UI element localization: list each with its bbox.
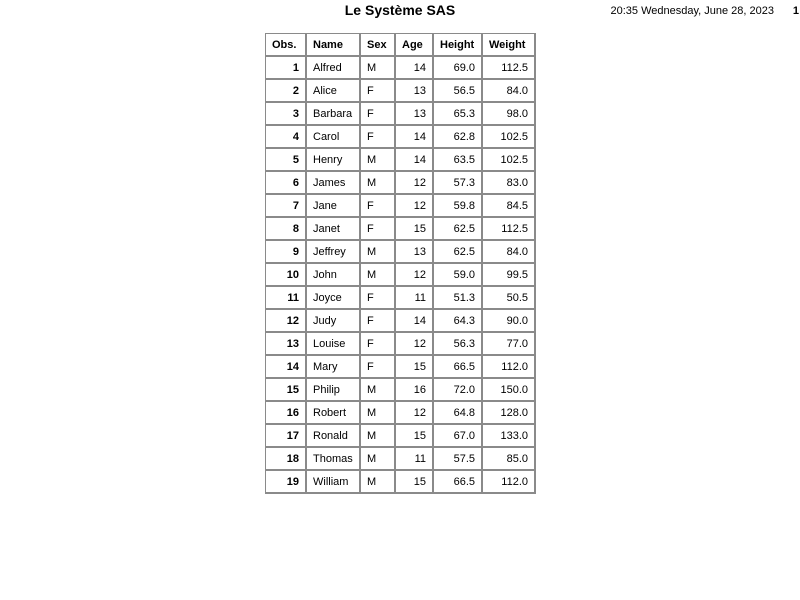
cell-weight: 50.5 (483, 287, 536, 310)
cell-age: 13 (396, 80, 434, 103)
cell-obs: 2 (266, 80, 307, 103)
cell-obs: 5 (266, 149, 307, 172)
cell-sex: F (361, 80, 396, 103)
cell-weight: 133.0 (483, 425, 536, 448)
cell-obs: 9 (266, 241, 307, 264)
cell-name: Alfred (307, 57, 361, 80)
cell-name: Barbara (307, 103, 361, 126)
cell-name: Jane (307, 195, 361, 218)
cell-age: 13 (396, 103, 434, 126)
cell-name: Janet (307, 218, 361, 241)
cell-obs: 11 (266, 287, 307, 310)
table-row (266, 195, 536, 218)
cell-sex: F (361, 126, 396, 149)
cell-age: 15 (396, 218, 434, 241)
report-title: Le Système SAS (344, 2, 456, 18)
cell-height: 56.3 (434, 333, 483, 356)
table-row (266, 149, 536, 172)
cell-weight: 84.5 (483, 195, 536, 218)
cell-name: Mary (307, 356, 361, 379)
cell-weight: 112.5 (483, 57, 536, 80)
cell-name: James (307, 172, 361, 195)
cell-name: Robert (307, 402, 361, 425)
cell-obs: 6 (266, 172, 307, 195)
cell-obs: 19 (266, 471, 307, 494)
cell-obs: 10 (266, 264, 307, 287)
cell-weight: 128.0 (483, 402, 536, 425)
cell-height: 51.3 (434, 287, 483, 310)
cell-age: 12 (396, 333, 434, 356)
table-row (266, 356, 536, 379)
cell-weight: 112.0 (483, 471, 536, 494)
cell-obs: 3 (266, 103, 307, 126)
cell-height: 69.0 (434, 57, 483, 80)
cell-age: 14 (396, 126, 434, 149)
table-row (266, 57, 536, 80)
cell-age: 15 (396, 356, 434, 379)
cell-height: 62.5 (434, 241, 483, 264)
column-header-obs: Obs. (266, 34, 307, 57)
table-row (266, 379, 536, 402)
cell-weight: 77.0 (483, 333, 536, 356)
cell-name: William (307, 471, 361, 494)
cell-height: 63.5 (434, 149, 483, 172)
cell-weight: 84.0 (483, 241, 536, 264)
cell-sex: M (361, 149, 396, 172)
cell-obs: 16 (266, 402, 307, 425)
table-row (266, 333, 536, 356)
cell-sex: M (361, 402, 396, 425)
cell-weight: 112.5 (483, 218, 536, 241)
table-row (266, 103, 536, 126)
cell-sex: M (361, 379, 396, 402)
cell-height: 67.0 (434, 425, 483, 448)
cell-height: 65.3 (434, 103, 483, 126)
cell-age: 15 (396, 471, 434, 494)
cell-age: 14 (396, 57, 434, 80)
table-body (266, 57, 536, 494)
cell-obs: 17 (266, 425, 307, 448)
cell-height: 57.5 (434, 448, 483, 471)
table-row (266, 402, 536, 425)
cell-age: 12 (396, 402, 434, 425)
cell-height: 62.8 (434, 126, 483, 149)
column-header-name: Name (307, 34, 361, 57)
table-row (266, 126, 536, 149)
table-header-row (266, 34, 536, 57)
cell-name: Louise (307, 333, 361, 356)
cell-height: 57.3 (434, 172, 483, 195)
cell-weight: 150.0 (483, 379, 536, 402)
cell-age: 14 (396, 310, 434, 333)
table-row (266, 471, 536, 494)
cell-age: 15 (396, 425, 434, 448)
cell-height: 64.8 (434, 402, 483, 425)
cell-sex: M (361, 172, 396, 195)
column-header-age: Age (396, 34, 434, 57)
cell-age: 14 (396, 149, 434, 172)
cell-weight: 98.0 (483, 103, 536, 126)
cell-obs: 12 (266, 310, 307, 333)
cell-weight: 102.5 (483, 126, 536, 149)
column-header-height: Height (434, 34, 483, 57)
table-row (266, 310, 536, 333)
cell-sex: F (361, 195, 396, 218)
cell-sex: F (361, 310, 396, 333)
cell-weight: 85.0 (483, 448, 536, 471)
table-row (266, 287, 536, 310)
cell-sex: F (361, 103, 396, 126)
cell-name: Thomas (307, 448, 361, 471)
cell-age: 12 (396, 195, 434, 218)
table-row (266, 172, 536, 195)
column-header-sex: Sex (361, 34, 396, 57)
cell-sex: M (361, 264, 396, 287)
cell-height: 66.5 (434, 471, 483, 494)
cell-height: 56.5 (434, 80, 483, 103)
report-datetime: 20:35 Wednesday, June 28, 2023 (610, 5, 774, 17)
cell-name: Philip (307, 379, 361, 402)
cell-age: 13 (396, 241, 434, 264)
cell-name: Alice (307, 80, 361, 103)
cell-sex: M (361, 425, 396, 448)
cell-name: Judy (307, 310, 361, 333)
cell-age: 12 (396, 264, 434, 287)
cell-height: 59.0 (434, 264, 483, 287)
cell-weight: 90.0 (483, 310, 536, 333)
cell-weight: 102.5 (483, 149, 536, 172)
cell-name: Jeffrey (307, 241, 361, 264)
cell-name: Henry (307, 149, 361, 172)
data-table (265, 33, 536, 494)
cell-sex: F (361, 333, 396, 356)
cell-name: John (307, 264, 361, 287)
cell-weight: 84.0 (483, 80, 536, 103)
table-row (266, 425, 536, 448)
cell-height: 72.0 (434, 379, 483, 402)
cell-height: 66.5 (434, 356, 483, 379)
cell-age: 11 (396, 448, 434, 471)
cell-sex: M (361, 448, 396, 471)
table-row (266, 80, 536, 103)
column-header-weight: Weight (483, 34, 536, 57)
cell-weight: 99.5 (483, 264, 536, 287)
table-row (266, 218, 536, 241)
table-row (266, 241, 536, 264)
table-row (266, 264, 536, 287)
cell-sex: F (361, 356, 396, 379)
cell-obs: 15 (266, 379, 307, 402)
cell-age: 12 (396, 172, 434, 195)
cell-obs: 8 (266, 218, 307, 241)
cell-weight: 83.0 (483, 172, 536, 195)
cell-obs: 4 (266, 126, 307, 149)
cell-age: 11 (396, 287, 434, 310)
cell-obs: 13 (266, 333, 307, 356)
cell-obs: 1 (266, 57, 307, 80)
cell-name: Joyce (307, 287, 361, 310)
cell-name: Ronald (307, 425, 361, 448)
cell-height: 62.5 (434, 218, 483, 241)
table-row (266, 448, 536, 471)
cell-weight: 112.0 (483, 356, 536, 379)
cell-obs: 7 (266, 195, 307, 218)
cell-height: 64.3 (434, 310, 483, 333)
cell-sex: F (361, 218, 396, 241)
cell-sex: M (361, 471, 396, 494)
cell-age: 16 (396, 379, 434, 402)
page-number: 1 (792, 5, 799, 17)
cell-sex: M (361, 57, 396, 80)
cell-name: Carol (307, 126, 361, 149)
cell-obs: 14 (266, 356, 307, 379)
cell-height: 59.8 (434, 195, 483, 218)
cell-obs: 18 (266, 448, 307, 471)
cell-sex: F (361, 287, 396, 310)
cell-sex: M (361, 241, 396, 264)
